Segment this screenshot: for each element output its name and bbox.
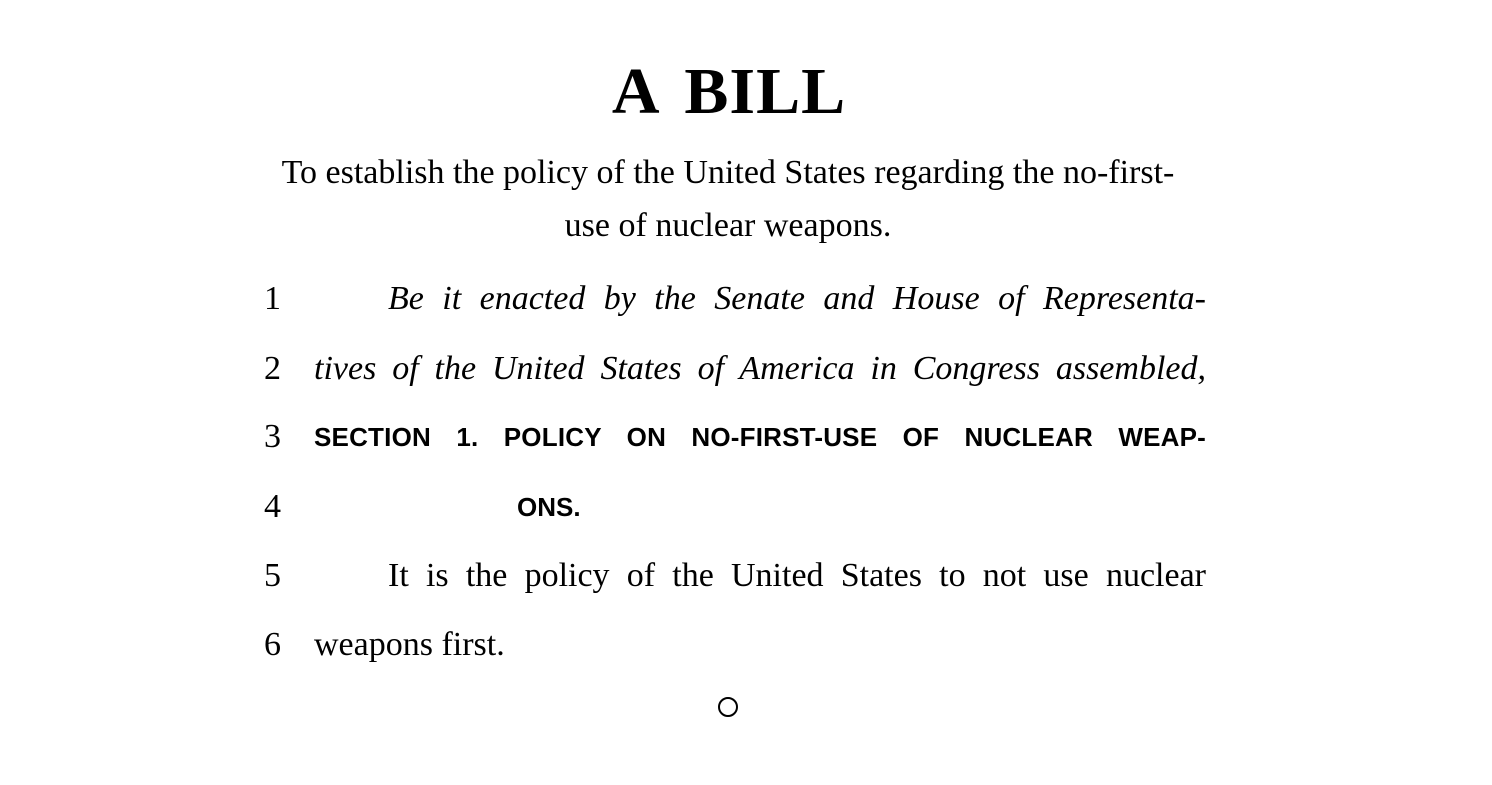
bill-line — [264, 344, 1208, 394]
section-heading-continuation: ONS. — [517, 492, 581, 522]
line-number: 5 — [264, 557, 281, 594]
bill-line — [264, 482, 1208, 532]
enacting-clause-line: Be it enacted by the Senate and House of Representa- — [388, 280, 1206, 317]
bill-line — [264, 620, 1208, 670]
enacting-clause-line: tives of the United States of America in Congress assembled, — [314, 350, 1206, 387]
section-body-line: weapons first. — [314, 626, 505, 663]
bill-purpose: To establish the policy of the United States regarding the no-first-use of nuclear weapons. — [281, 154, 1175, 244]
section-heading: SECTION 1. POLICY ON NO-FIRST-USE OF NUCLEAR WEAP- — [314, 422, 1206, 452]
bill-line — [264, 412, 1208, 462]
line-number: 4 — [264, 488, 281, 525]
bill-line — [264, 551, 1208, 601]
line-number: 3 — [264, 418, 281, 455]
line-number: 1 — [264, 280, 281, 317]
line-number: 6 — [264, 626, 281, 663]
line-number: 2 — [264, 350, 281, 387]
bill-line — [264, 274, 1208, 324]
bill-title: A BILL — [611, 55, 847, 128]
section-body-line: It is the policy of the United States to not use nuclear — [388, 557, 1206, 594]
circle-end-mark-icon — [718, 697, 738, 717]
